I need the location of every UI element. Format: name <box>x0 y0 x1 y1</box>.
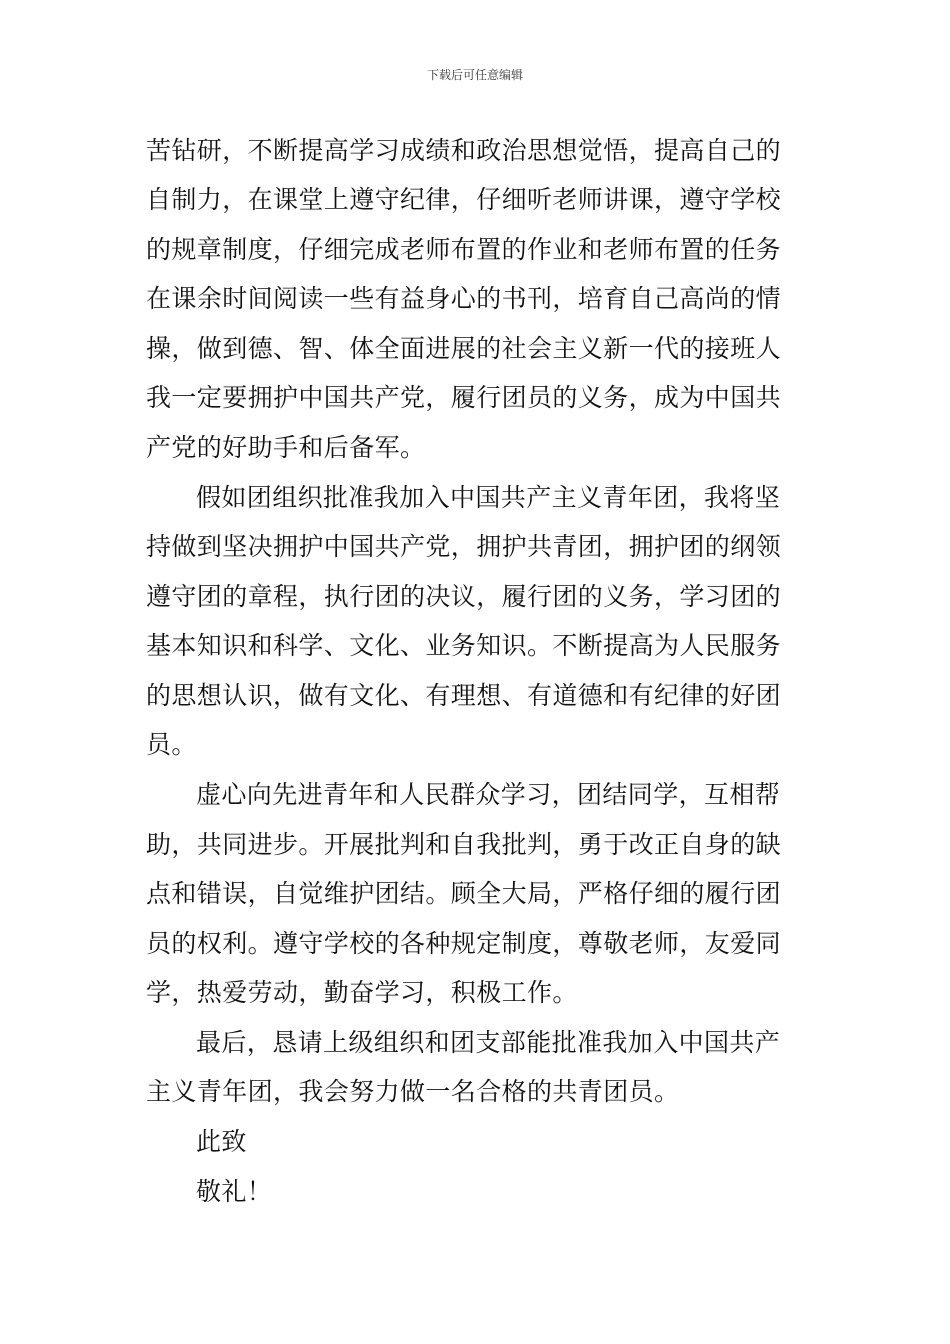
text-line: 员。 <box>146 730 197 759</box>
text-line: 基本知识和科学、文化、业务知识。不断提高为人民服务 <box>146 631 782 660</box>
text-line: 点和错误，自觉维护团结。顾全大局，严格仔细的履行团 <box>146 879 782 908</box>
paragraph-first-line: 最后，恳请上级组织和团支部能批准我加入中国共产 <box>196 1028 781 1057</box>
paragraph-first-line: 虚心向先进青年和人民群众学习，团结同学，互相帮 <box>196 780 781 809</box>
closing-regards: 敬礼！ <box>196 1177 273 1206</box>
text-line: 遵守团的章程，执行团的决议，履行团的义务，学习团的 <box>146 582 782 611</box>
closing-salutation: 此致 <box>196 1127 247 1156</box>
text-line: 苦钻研，不断提高学习成绩和政治思想觉悟，提高自己的 <box>146 136 782 165</box>
paragraph-first-line: 假如团组织批准我加入中国共产主义青年团，我将坚 <box>196 483 781 512</box>
text-line: 产党的好助手和后备军。 <box>146 433 426 462</box>
text-line: 主义青年团，我会努力做一名合格的共青团员。 <box>146 1077 680 1106</box>
text-line: 员的权利。遵守学校的各种规定制度，尊敬老师，友爱同 <box>146 929 782 958</box>
text-line: 我一定要拥护中国共产党，履行团员的义务，成为中国共 <box>146 383 782 412</box>
text-line: 在课余时间阅读一些有益身心的书刊，培育自己高尚的情 <box>146 284 782 313</box>
text-line: 持做到坚决拥护中国共产党，拥护共青团，拥护团的纲领 <box>146 532 782 561</box>
text-line: 助，共同进步。开展批判和自我批判，勇于改正自身的缺 <box>146 830 782 859</box>
text-line: 的规章制度，仔细完成老师布置的作业和老师布置的任务 <box>146 235 782 264</box>
text-line: 操，做到德、智、体全面进展的社会主义新一代的接班人 <box>146 334 782 363</box>
text-line: 学，热爱劳动，勤奋学习，积极工作。 <box>146 978 578 1007</box>
page-header: 下载后可任意编辑 <box>426 68 523 82</box>
text-line: 的思想认识，做有文化、有理想、有道德和有纪律的好团 <box>146 681 782 710</box>
text-line: 自制力，在课堂上遵守纪律，仔细听老师讲课，遵守学校 <box>146 185 782 214</box>
